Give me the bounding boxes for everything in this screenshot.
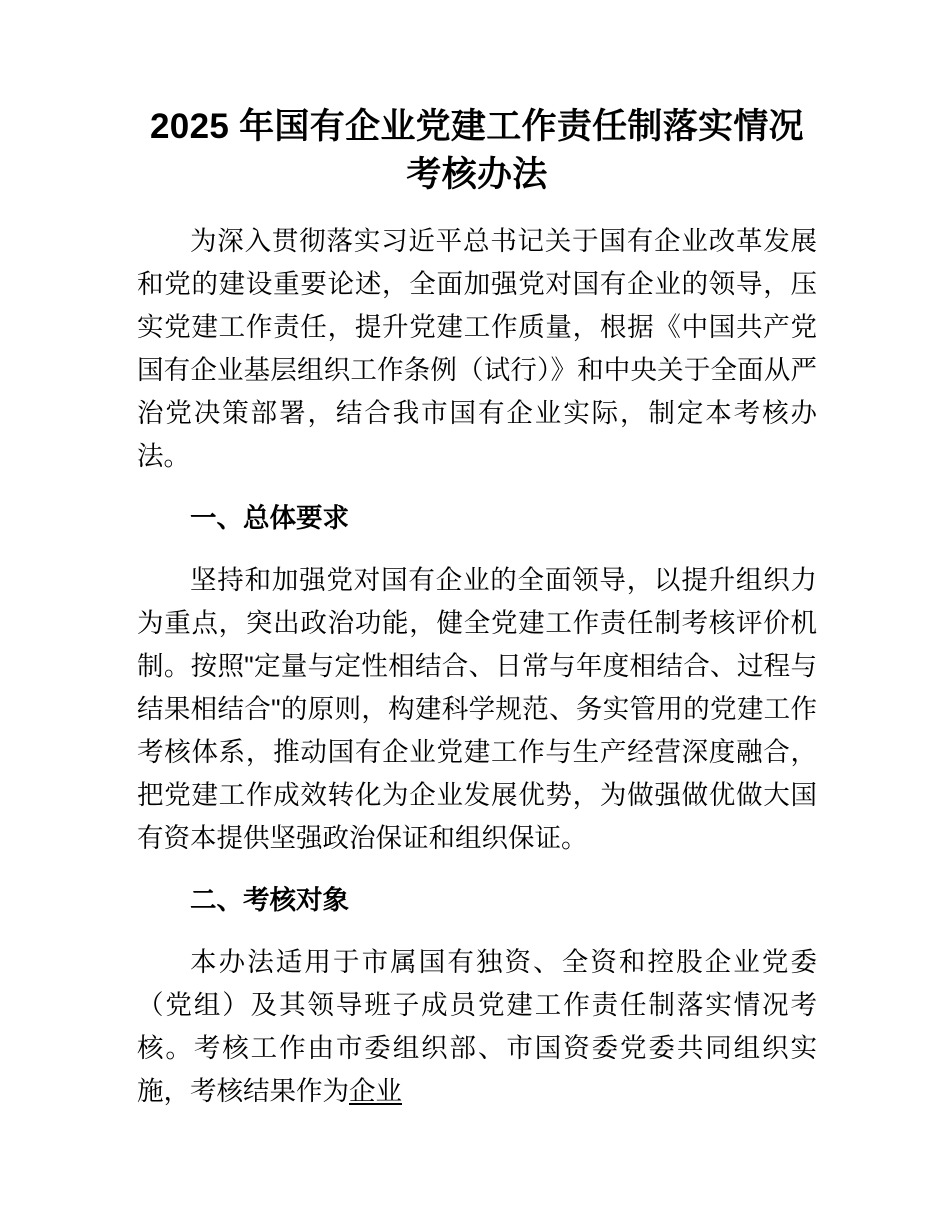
page-title: 2025 年国有企业党建工作责任制落实情况考核办法: [150, 107, 804, 194]
preamble-paragraph: 为深入贯彻落实习近平总书记关于国有企业改革发展和党的建设重要论述，全面加强党对国有企业的领导，压实党建工作责任，提升党建工作质量，根据《中国共产党国有企业基层组织工作条例（试行）》和中央关于全面从严治党决策部署，结合我市国有企业实际，制定本考核办法。: [137, 226, 817, 471]
document-body: [137, 0, 817, 1113]
section-1-paragraph: 坚持和加强党对国有企业的全面领导，以提升组织力为重点，突出政治功能，健全党建工作责任制考核评价机制。按照"定量与定性相结合、日常与年度相结合、过程与结果相结合"的原则，构建科学规范、务实管用的党建工作考核体系，推动国有企业党建工作与生产经营深度融合，把党建工作成效转化为企业发展优势，为做强做优做大国有资本提供坚强政治保证和组织保证。: [137, 565, 817, 853]
section-2-paragraph: [137, 941, 817, 1113]
section-heading-1: 一、总体要求: [190, 503, 349, 533]
section-heading-2: 二、考核对象: [190, 885, 349, 915]
section-2-paragraph-text: 本办法适用于市属国有独资、全资和控股企业党委（党组）及其领导班子成员党建工作责任制落实情况考核。考核工作由市委组织部、市国资委党委共同组织实施，考核结果作为: [137, 947, 817, 1106]
truncated-trailing-text: 企业: [349, 1076, 402, 1106]
